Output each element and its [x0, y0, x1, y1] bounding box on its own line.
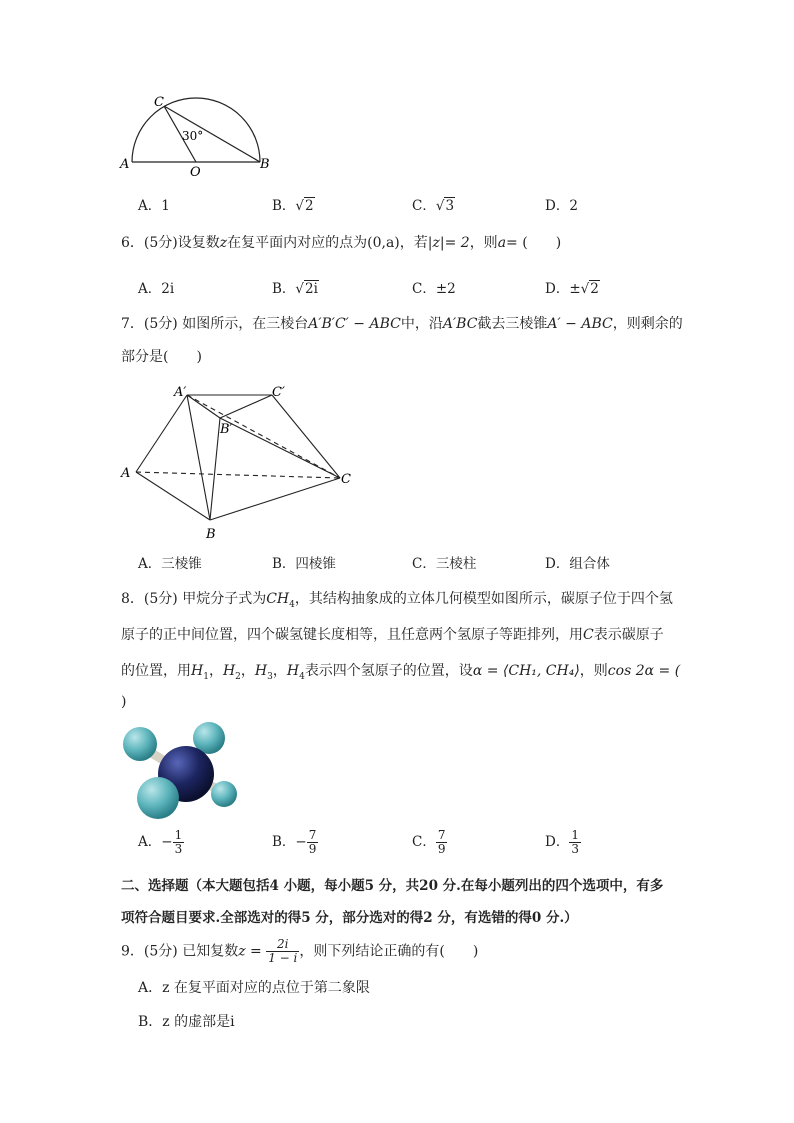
- q6-option-a[interactable]: A．2i: [138, 281, 175, 297]
- label-b: B: [260, 157, 270, 172]
- label-b: B: [206, 527, 216, 542]
- edge-b1c: [220, 418, 340, 478]
- sqrt-symbol: √2i: [295, 281, 318, 297]
- q7-stem-line1: 7．(5分) 如图所示，在三棱台A′B′C′ − ABC中，沿A′BC截去三棱锥A′ − ABC，则剩余的: [121, 316, 683, 332]
- q7-option-c[interactable]: C．三棱柱: [412, 556, 477, 572]
- q8-stem-line4: ): [121, 694, 127, 710]
- q6-option-b[interactable]: B．√2i: [272, 281, 318, 297]
- frustum-figure: [112, 380, 362, 542]
- q6-option-d[interactable]: D．±√2: [545, 281, 599, 297]
- q9-stem: 9．(5分) 已知复数z = $\frac{2i}{1 - i}$ ，则下列结论正确的有( ): [121, 937, 479, 966]
- edge-ac-hidden: [136, 472, 340, 478]
- sqrt-symbol: √2: [295, 198, 314, 214]
- q7-stem-line2: 部分是( ): [121, 349, 202, 365]
- q8-option-a[interactable]: A．− $\frac{1}{3}$: [138, 828, 183, 857]
- q5-option-a[interactable]: A．1: [138, 198, 170, 214]
- edge-a1b1: [187, 395, 220, 418]
- q8-option-d[interactable]: D． $\frac{1}{3}$: [545, 828, 579, 857]
- label-c: C: [154, 95, 164, 110]
- methane-model-image: [116, 718, 242, 822]
- label-b1: B′: [220, 422, 233, 437]
- sqrt-symbol: √2: [580, 281, 599, 297]
- chord-cb: [164, 106, 260, 162]
- q8-stem-line1: 8．(5分) 甲烷分子式为$CH_4$，其结构抽象成的立体几何模型如图所示，碳原子位于四个氢: [121, 591, 673, 610]
- edge-ab: [136, 472, 210, 520]
- q8-option-c[interactable]: C． $\frac{7}{9}$: [412, 828, 446, 857]
- edge-a1a: [136, 395, 187, 472]
- q8-stem-line2: 原子的正中间位置，四个碳氢键长度相等，且任意两个氢原子等距排列，用C表示碳原子: [121, 627, 664, 643]
- section2-header-line1: 二、选择题（本大题包括4 小题，每小题5 分，共20 分.在每小题列出的四个选项中，有多: [121, 878, 664, 894]
- semicircle-figure: [112, 92, 282, 182]
- q8-stem-line3: 的位置，用$H_1$，$H_2$，$H_3$，$H_4$表示四个氢原子的位置，设α = ⟨CH₁, CH₄⟩，则cos 2α = (: [121, 663, 681, 682]
- fraction: $\frac{2i}{1 - i}$: [268, 937, 298, 966]
- hydrogen-atom: [137, 777, 179, 819]
- q6-stem: 6．(5分)设复数z在复平面内对应的点为(0,a)，若|z|= 2，则a= ( ): [121, 235, 562, 251]
- q9-option-b[interactable]: B．z 的虚部是i: [138, 1014, 235, 1030]
- label-a1: A′: [174, 385, 187, 400]
- edge-a1b: [187, 395, 210, 520]
- label-c1: C′: [272, 385, 285, 400]
- edge-bc: [210, 478, 340, 520]
- q5-option-c-prefix: C．: [412, 198, 436, 214]
- edge-b1b: [210, 418, 220, 520]
- hydrogen-atom: [211, 781, 237, 807]
- fraction: $\frac{1}{3}$: [571, 828, 579, 857]
- q5-option-c[interactable]: [412, 194, 455, 214]
- fraction: $\frac{7}{9}$: [437, 828, 446, 857]
- label-a: A: [120, 157, 130, 172]
- edge-a1c-hidden: [187, 395, 340, 478]
- q5-option-b-prefix: B．: [272, 198, 296, 214]
- q8-option-b[interactable]: B．− $\frac{7}{9}$: [272, 828, 317, 857]
- q7-option-d[interactable]: D．组合体: [545, 556, 610, 572]
- label-o: O: [190, 165, 201, 180]
- q5-option-d[interactable]: D．2: [545, 198, 578, 214]
- edge-b1c1: [220, 395, 272, 418]
- fraction: $\frac{7}{9}$: [308, 828, 317, 857]
- hydrogen-atom: [123, 727, 157, 761]
- fraction: $\frac{1}{3}$: [174, 828, 183, 857]
- q7-option-b[interactable]: B．四棱锥: [272, 556, 336, 572]
- sqrt-symbol: √3: [435, 198, 455, 214]
- label-a: A: [121, 466, 131, 481]
- angle-label: 30°: [182, 129, 204, 143]
- q6-option-c[interactable]: C．±2: [412, 281, 456, 297]
- q9-option-a[interactable]: A．z 在复平面对应的点位于第二象限: [138, 980, 370, 996]
- label-c: C: [341, 472, 351, 487]
- q5-option-b[interactable]: [272, 194, 315, 214]
- q7-option-a[interactable]: A．三棱锥: [138, 556, 202, 572]
- section2-header-line2: 项符合题目要求.全部选对的得5 分，部分选对的得2 分，有选错的得0 分.）: [121, 910, 578, 926]
- edge-c1c: [272, 395, 340, 478]
